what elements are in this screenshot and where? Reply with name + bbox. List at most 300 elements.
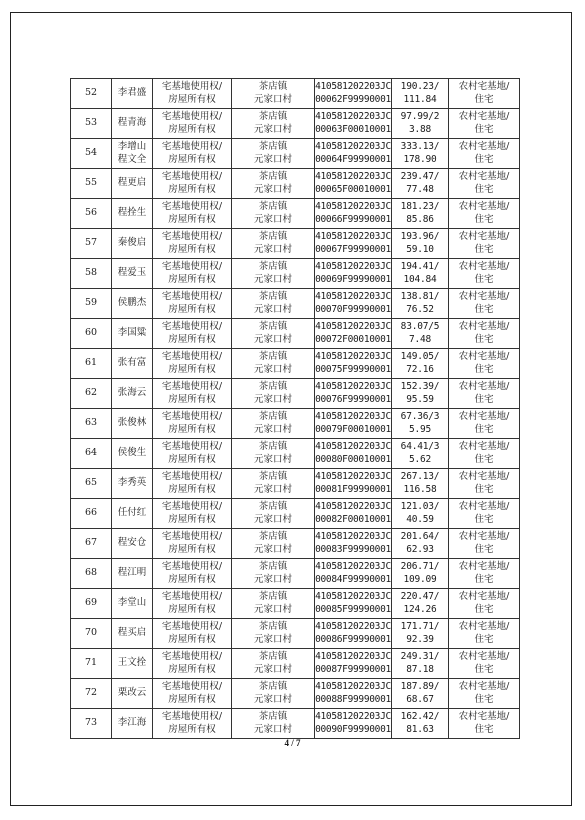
location-text: 元家口村 bbox=[253, 393, 292, 405]
usage-text: 农村宅基地/ bbox=[458, 81, 510, 92]
location-text: 元家口村 bbox=[253, 93, 292, 105]
unit-code-text: 00065F00010001 bbox=[315, 183, 391, 195]
row-number-cell bbox=[71, 169, 112, 199]
unit-code-text: 410581202203JC bbox=[315, 201, 391, 212]
area-text: 67.36/3 bbox=[400, 411, 440, 422]
area-text: 104.84 bbox=[403, 273, 437, 285]
right-type-text: 宅基地使用权/ bbox=[161, 201, 223, 212]
location-text: 元家口村 bbox=[253, 333, 292, 345]
location-cell bbox=[232, 109, 315, 139]
area-text: 77.48 bbox=[406, 183, 434, 195]
area-text: 124.26 bbox=[403, 603, 437, 615]
usage-text: 农村宅基地/ bbox=[458, 141, 510, 152]
table-row bbox=[71, 229, 520, 259]
location-text: 元家口村 bbox=[253, 573, 292, 585]
unit-code-cell bbox=[315, 139, 392, 169]
owner-name-text: 李江海 bbox=[117, 717, 147, 729]
unit-code-cell bbox=[315, 499, 392, 529]
usage-cell bbox=[449, 289, 520, 319]
unit-code-cell bbox=[315, 199, 392, 229]
row-number-text: 69 bbox=[84, 597, 98, 609]
table-row bbox=[71, 409, 520, 439]
usage-text: 农村宅基地/ bbox=[458, 381, 510, 392]
row-number-cell bbox=[71, 139, 112, 169]
usage-text: 农村宅基地/ bbox=[458, 711, 510, 722]
unit-code-text: 410581202203JC bbox=[315, 321, 391, 332]
right-type-text: 房屋所有权 bbox=[168, 243, 216, 255]
area-text: 138.81/ bbox=[400, 291, 440, 302]
area-text: 87.18 bbox=[406, 663, 434, 675]
registry-table bbox=[70, 78, 520, 739]
right-type-text: 宅基地使用权/ bbox=[161, 321, 223, 332]
row-number-text: 55 bbox=[84, 177, 98, 189]
unit-code-text: 00075F99990001 bbox=[315, 363, 391, 375]
area-cell bbox=[392, 259, 449, 289]
location-cell bbox=[232, 469, 315, 499]
row-number-cell bbox=[71, 349, 112, 379]
table-row bbox=[71, 79, 520, 109]
location-text: 元家口村 bbox=[253, 213, 292, 225]
unit-code-text: 00072F00010001 bbox=[315, 333, 391, 345]
row-number-text: 70 bbox=[84, 627, 98, 639]
usage-cell bbox=[449, 559, 520, 589]
right-type-cell bbox=[153, 679, 232, 709]
row-number-cell bbox=[71, 259, 112, 289]
unit-code-cell bbox=[315, 679, 392, 709]
owner-name-cell bbox=[112, 259, 153, 289]
unit-code-text: 410581202203JC bbox=[315, 231, 391, 242]
unit-code-text: 00066F99990001 bbox=[315, 213, 391, 225]
location-text: 茶店镇 bbox=[258, 471, 288, 482]
unit-code-text: 410581202203JC bbox=[315, 501, 391, 512]
page-number: 4 / 7 bbox=[284, 738, 301, 748]
row-number-text: 53 bbox=[84, 117, 98, 129]
usage-text: 农村宅基地/ bbox=[458, 501, 510, 512]
area-text: 187.89/ bbox=[400, 681, 440, 692]
owner-name-cell bbox=[112, 349, 153, 379]
unit-code-text: 00084F99990001 bbox=[315, 573, 391, 585]
right-type-cell bbox=[153, 469, 232, 499]
owner-name-cell bbox=[112, 319, 153, 349]
usage-cell bbox=[449, 169, 520, 199]
usage-cell bbox=[449, 79, 520, 109]
row-number-text: 73 bbox=[84, 717, 98, 729]
usage-cell bbox=[449, 199, 520, 229]
usage-cell bbox=[449, 139, 520, 169]
owner-name-text: 张有富 bbox=[117, 357, 147, 369]
row-number-text: 63 bbox=[84, 417, 98, 429]
owner-name-text: 任付红 bbox=[117, 507, 147, 519]
usage-text: 住宅 bbox=[474, 363, 494, 375]
row-number-text: 61 bbox=[84, 357, 98, 369]
area-text: 92.39 bbox=[406, 633, 434, 645]
right-type-cell bbox=[153, 319, 232, 349]
row-number-cell bbox=[71, 289, 112, 319]
location-text: 茶店镇 bbox=[258, 591, 288, 602]
unit-code-text: 410581202203JC bbox=[315, 621, 391, 632]
row-number-text: 60 bbox=[84, 327, 98, 339]
right-type-text: 房屋所有权 bbox=[168, 273, 216, 285]
owner-name-cell bbox=[112, 199, 153, 229]
location-text: 元家口村 bbox=[253, 543, 292, 555]
right-type-cell bbox=[153, 589, 232, 619]
location-cell bbox=[232, 349, 315, 379]
owner-name-cell bbox=[112, 229, 153, 259]
usage-cell bbox=[449, 649, 520, 679]
owner-name-cell bbox=[112, 379, 153, 409]
right-type-cell bbox=[153, 289, 232, 319]
unit-code-text: 410581202203JC bbox=[315, 381, 391, 392]
right-type-cell bbox=[153, 229, 232, 259]
usage-text: 住宅 bbox=[474, 573, 494, 585]
row-number-text: 54 bbox=[84, 147, 98, 159]
area-cell bbox=[392, 619, 449, 649]
right-type-text: 宅基地使用权/ bbox=[161, 711, 223, 722]
row-number-cell bbox=[71, 619, 112, 649]
unit-code-cell bbox=[315, 409, 392, 439]
usage-cell bbox=[449, 109, 520, 139]
unit-code-text: 00090F99990001 bbox=[315, 723, 391, 735]
area-cell bbox=[392, 409, 449, 439]
owner-name-cell bbox=[112, 139, 153, 169]
area-text: 5.62 bbox=[408, 453, 432, 465]
row-number-cell bbox=[71, 559, 112, 589]
owner-name-text: 程爱玉 bbox=[117, 267, 147, 279]
row-number-text: 65 bbox=[84, 477, 98, 489]
location-text: 茶店镇 bbox=[258, 651, 288, 662]
unit-code-cell bbox=[315, 79, 392, 109]
location-text: 元家口村 bbox=[253, 603, 292, 615]
usage-cell bbox=[449, 319, 520, 349]
right-type-text: 宅基地使用权/ bbox=[161, 471, 223, 482]
unit-code-text: 00085F99990001 bbox=[315, 603, 391, 615]
usage-text: 住宅 bbox=[474, 93, 494, 105]
right-type-text: 房屋所有权 bbox=[168, 153, 216, 165]
location-text: 茶店镇 bbox=[258, 231, 288, 242]
unit-code-cell bbox=[315, 289, 392, 319]
usage-cell bbox=[449, 349, 520, 379]
unit-code-text: 410581202203JC bbox=[315, 111, 391, 122]
location-text: 元家口村 bbox=[253, 513, 292, 525]
unit-code-text: 410581202203JC bbox=[315, 291, 391, 302]
area-cell bbox=[392, 709, 449, 739]
area-text: 81.63 bbox=[406, 723, 434, 735]
table-row bbox=[71, 469, 520, 499]
right-type-text: 宅基地使用权/ bbox=[161, 291, 223, 302]
owner-name-line: 李增山 bbox=[117, 141, 147, 152]
unit-code-text: 00063F00010001 bbox=[315, 123, 391, 135]
area-text: 95.59 bbox=[406, 393, 434, 405]
table-row bbox=[71, 589, 520, 619]
unit-code-cell bbox=[315, 229, 392, 259]
unit-code-text: 00070F99990001 bbox=[315, 303, 391, 315]
usage-text: 住宅 bbox=[474, 693, 494, 705]
location-text: 茶店镇 bbox=[258, 141, 288, 152]
right-type-text: 房屋所有权 bbox=[168, 333, 216, 345]
location-text: 茶店镇 bbox=[258, 201, 288, 212]
unit-code-text: 00064F99990001 bbox=[315, 153, 391, 165]
usage-cell bbox=[449, 439, 520, 469]
area-text: 239.47/ bbox=[400, 171, 440, 182]
right-type-text: 宅基地使用权/ bbox=[161, 561, 223, 572]
usage-text: 住宅 bbox=[474, 453, 494, 465]
location-text: 茶店镇 bbox=[258, 621, 288, 632]
row-number-text: 64 bbox=[84, 447, 98, 459]
owner-name-cell bbox=[112, 469, 153, 499]
right-type-cell bbox=[153, 259, 232, 289]
unit-code-text: 410581202203JC bbox=[315, 591, 391, 602]
location-text: 元家口村 bbox=[253, 123, 292, 135]
row-number-text: 58 bbox=[84, 267, 98, 279]
area-cell bbox=[392, 319, 449, 349]
area-cell bbox=[392, 79, 449, 109]
unit-code-text: 410581202203JC bbox=[315, 411, 391, 422]
area-text: 59.10 bbox=[406, 243, 434, 255]
area-cell bbox=[392, 229, 449, 259]
area-text: 76.52 bbox=[406, 303, 434, 315]
unit-code-cell bbox=[315, 589, 392, 619]
right-type-cell bbox=[153, 409, 232, 439]
usage-cell bbox=[449, 709, 520, 739]
area-text: 152.39/ bbox=[400, 381, 440, 392]
table-row bbox=[71, 139, 520, 169]
owner-name-text: 程江明 bbox=[117, 567, 147, 579]
location-cell bbox=[232, 79, 315, 109]
usage-text: 农村宅基地/ bbox=[458, 351, 510, 362]
unit-code-text: 410581202203JC bbox=[315, 711, 391, 722]
right-type-text: 宅基地使用权/ bbox=[161, 231, 223, 242]
area-text: 109.09 bbox=[403, 573, 437, 585]
area-cell bbox=[392, 169, 449, 199]
unit-code-text: 00069F99990001 bbox=[315, 273, 391, 285]
right-type-cell bbox=[153, 499, 232, 529]
usage-cell bbox=[449, 469, 520, 499]
right-type-text: 宅基地使用权/ bbox=[161, 351, 223, 362]
owner-name-text: 程更启 bbox=[117, 177, 147, 189]
unit-code-cell bbox=[315, 619, 392, 649]
area-text: 62.93 bbox=[406, 543, 434, 555]
location-cell bbox=[232, 379, 315, 409]
owner-name-cell bbox=[112, 439, 153, 469]
owner-name-cell bbox=[112, 79, 153, 109]
row-number-text: 68 bbox=[84, 567, 98, 579]
row-number-text: 56 bbox=[84, 207, 98, 219]
unit-code-cell bbox=[315, 379, 392, 409]
unit-code-text: 410581202203JC bbox=[315, 81, 391, 92]
registry-table-body bbox=[71, 79, 520, 739]
area-cell bbox=[392, 529, 449, 559]
area-text: 162.42/ bbox=[400, 711, 440, 722]
right-type-text: 宅基地使用权/ bbox=[161, 621, 223, 632]
area-text: 193.96/ bbox=[400, 231, 440, 242]
area-cell bbox=[392, 379, 449, 409]
row-number-cell bbox=[71, 589, 112, 619]
row-number-text: 62 bbox=[84, 387, 98, 399]
area-text: 85.86 bbox=[406, 213, 434, 225]
area-text: 206.71/ bbox=[400, 561, 440, 572]
owner-name-text: 侯俊生 bbox=[117, 447, 147, 459]
area-text: 149.05/ bbox=[400, 351, 440, 362]
unit-code-cell bbox=[315, 349, 392, 379]
usage-text: 住宅 bbox=[474, 633, 494, 645]
right-type-text: 宅基地使用权/ bbox=[161, 651, 223, 662]
location-text: 元家口村 bbox=[253, 723, 292, 735]
right-type-cell bbox=[153, 139, 232, 169]
unit-code-text: 00067F99990001 bbox=[315, 243, 391, 255]
usage-text: 农村宅基地/ bbox=[458, 411, 510, 422]
row-number-text: 52 bbox=[84, 87, 98, 99]
owner-name-text: 李君盛 bbox=[117, 87, 147, 99]
row-number-cell bbox=[71, 379, 112, 409]
owner-name-cell bbox=[112, 589, 153, 619]
area-cell bbox=[392, 499, 449, 529]
location-cell bbox=[232, 529, 315, 559]
owner-name-text: 程安仓 bbox=[117, 537, 147, 549]
area-text: 190.23/ bbox=[400, 81, 440, 92]
owner-name-text: 张俊林 bbox=[117, 417, 147, 429]
owner-name-text: 李国粱 bbox=[117, 327, 147, 339]
table-row bbox=[71, 169, 520, 199]
area-text: 171.71/ bbox=[400, 621, 440, 632]
usage-text: 农村宅基地/ bbox=[458, 471, 510, 482]
owner-name-cell bbox=[112, 409, 153, 439]
location-cell bbox=[232, 649, 315, 679]
unit-code-text: 410581202203JC bbox=[315, 681, 391, 692]
unit-code-cell bbox=[315, 439, 392, 469]
location-text: 元家口村 bbox=[253, 153, 292, 165]
area-cell bbox=[392, 349, 449, 379]
table-row bbox=[71, 109, 520, 139]
unit-code-cell bbox=[315, 559, 392, 589]
usage-cell bbox=[449, 229, 520, 259]
usage-text: 农村宅基地/ bbox=[458, 111, 510, 122]
right-type-cell bbox=[153, 379, 232, 409]
location-text: 茶店镇 bbox=[258, 501, 288, 512]
right-type-cell bbox=[153, 529, 232, 559]
right-type-text: 房屋所有权 bbox=[168, 93, 216, 105]
location-cell bbox=[232, 589, 315, 619]
area-text: 220.47/ bbox=[400, 591, 440, 602]
unit-code-text: 410581202203JC bbox=[315, 441, 391, 452]
table-row bbox=[71, 619, 520, 649]
usage-text: 农村宅基地/ bbox=[458, 441, 510, 452]
row-number-text: 72 bbox=[84, 687, 98, 699]
owner-name-text: 程拴生 bbox=[117, 207, 147, 219]
table-row bbox=[71, 319, 520, 349]
usage-text: 农村宅基地/ bbox=[458, 681, 510, 692]
area-text: 72.16 bbox=[406, 363, 434, 375]
unit-code-text: 00086F99990001 bbox=[315, 633, 391, 645]
right-type-text: 房屋所有权 bbox=[168, 483, 216, 495]
area-text: 64.41/3 bbox=[400, 441, 440, 452]
location-text: 元家口村 bbox=[253, 183, 292, 195]
table-row bbox=[71, 439, 520, 469]
owner-name-cell bbox=[112, 289, 153, 319]
location-cell bbox=[232, 619, 315, 649]
area-text: 201.64/ bbox=[400, 531, 440, 542]
area-text: 333.13/ bbox=[400, 141, 440, 152]
right-type-text: 房屋所有权 bbox=[168, 603, 216, 615]
location-cell bbox=[232, 199, 315, 229]
table-row bbox=[71, 379, 520, 409]
usage-text: 住宅 bbox=[474, 333, 494, 345]
area-text: 267.13/ bbox=[400, 471, 440, 482]
unit-code-cell bbox=[315, 109, 392, 139]
area-cell bbox=[392, 649, 449, 679]
area-text: 111.84 bbox=[403, 93, 437, 105]
area-text: 68.67 bbox=[406, 693, 434, 705]
usage-text: 农村宅基地/ bbox=[458, 201, 510, 212]
location-cell bbox=[232, 409, 315, 439]
table-row bbox=[71, 709, 520, 739]
unit-code-cell bbox=[315, 649, 392, 679]
usage-cell bbox=[449, 619, 520, 649]
location-text: 茶店镇 bbox=[258, 531, 288, 542]
unit-code-cell bbox=[315, 259, 392, 289]
unit-code-text: 00082F00010001 bbox=[315, 513, 391, 525]
location-text: 元家口村 bbox=[253, 693, 292, 705]
location-text: 元家口村 bbox=[253, 243, 292, 255]
right-type-text: 宅基地使用权/ bbox=[161, 441, 223, 452]
unit-code-text: 00088F99990001 bbox=[315, 693, 391, 705]
usage-cell bbox=[449, 589, 520, 619]
usage-cell bbox=[449, 499, 520, 529]
right-type-cell bbox=[153, 79, 232, 109]
right-type-text: 房屋所有权 bbox=[168, 663, 216, 675]
usage-text: 农村宅基地/ bbox=[458, 621, 510, 632]
location-cell bbox=[232, 169, 315, 199]
right-type-text: 房屋所有权 bbox=[168, 633, 216, 645]
table-row bbox=[71, 199, 520, 229]
unit-code-cell bbox=[315, 469, 392, 499]
owner-name-cell bbox=[112, 169, 153, 199]
usage-text: 农村宅基地/ bbox=[458, 561, 510, 572]
owner-name-cell bbox=[112, 679, 153, 709]
area-text: 3.88 bbox=[408, 123, 432, 135]
right-type-text: 房屋所有权 bbox=[168, 303, 216, 315]
right-type-text: 宅基地使用权/ bbox=[161, 81, 223, 92]
right-type-cell bbox=[153, 649, 232, 679]
location-text: 茶店镇 bbox=[258, 81, 288, 92]
owner-name-cell bbox=[112, 499, 153, 529]
right-type-text: 宅基地使用权/ bbox=[161, 411, 223, 422]
usage-text: 住宅 bbox=[474, 153, 494, 165]
owner-name-cell bbox=[112, 529, 153, 559]
unit-code-text: 00079F00010001 bbox=[315, 423, 391, 435]
area-text: 121.03/ bbox=[400, 501, 440, 512]
row-number-cell bbox=[71, 499, 112, 529]
unit-code-text: 00081F99990001 bbox=[315, 483, 391, 495]
table-row bbox=[71, 649, 520, 679]
usage-text: 农村宅基地/ bbox=[458, 321, 510, 332]
usage-text: 住宅 bbox=[474, 183, 494, 195]
right-type-text: 房屋所有权 bbox=[168, 453, 216, 465]
usage-text: 住宅 bbox=[474, 393, 494, 405]
table-row bbox=[71, 679, 520, 709]
unit-code-text: 410581202203JC bbox=[315, 261, 391, 272]
owner-name-cell bbox=[112, 709, 153, 739]
unit-code-text: 410581202203JC bbox=[315, 471, 391, 482]
right-type-text: 房屋所有权 bbox=[168, 513, 216, 525]
location-text: 茶店镇 bbox=[258, 171, 288, 182]
right-type-text: 宅基地使用权/ bbox=[161, 501, 223, 512]
right-type-cell bbox=[153, 559, 232, 589]
owner-name-text: 程青海 bbox=[117, 117, 147, 129]
unit-code-cell bbox=[315, 169, 392, 199]
owner-name-text: 侯鹏杰 bbox=[117, 297, 147, 309]
area-cell bbox=[392, 289, 449, 319]
area-cell bbox=[392, 469, 449, 499]
